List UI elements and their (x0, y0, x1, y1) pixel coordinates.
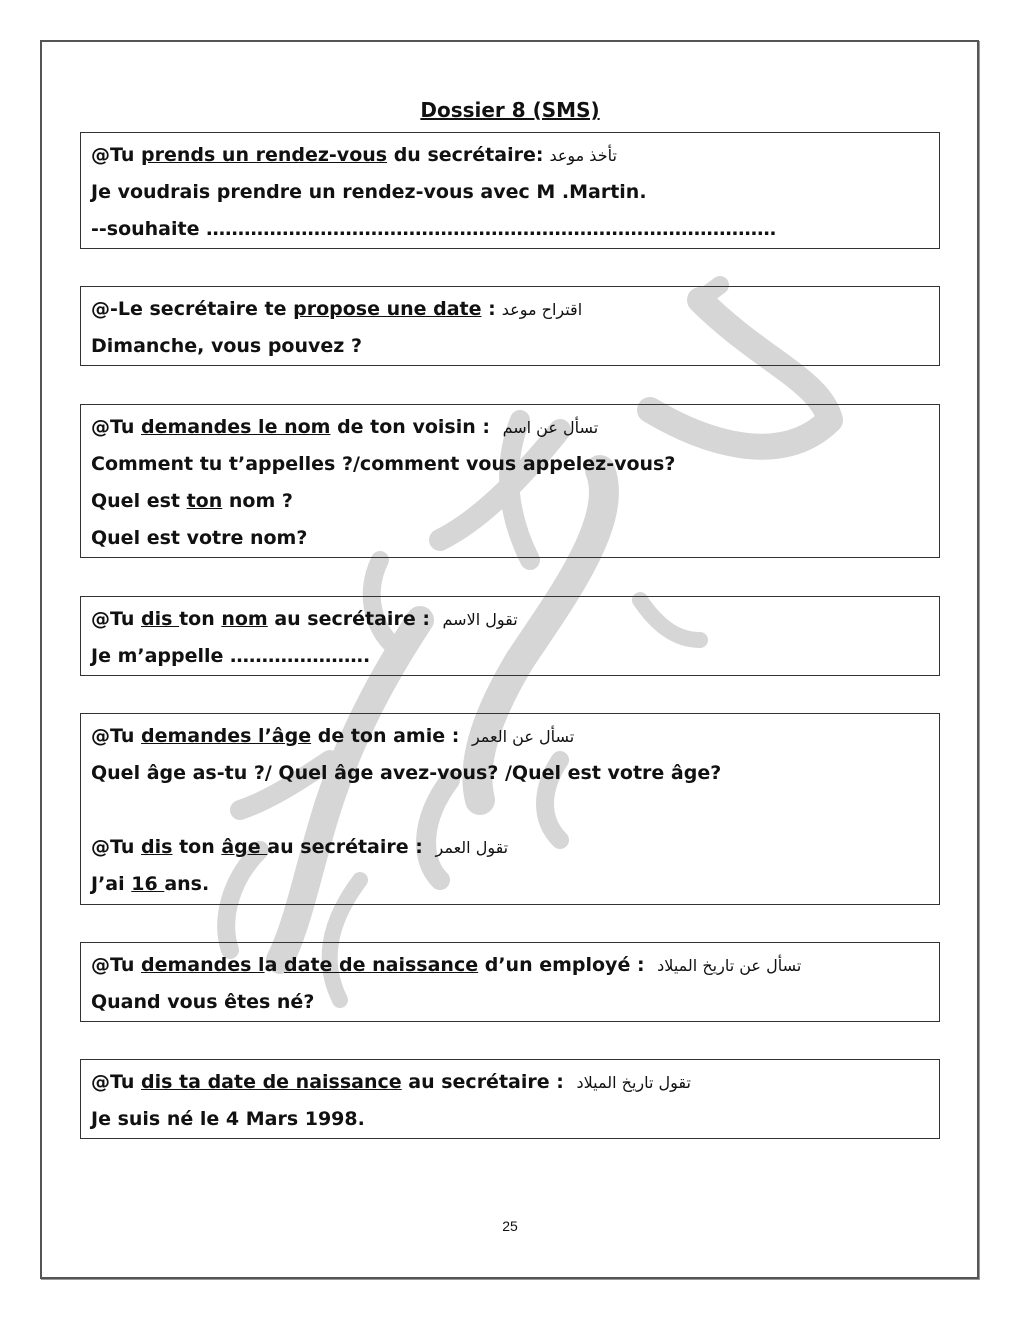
line: J’ai 16 ans. (91, 873, 210, 895)
line: Je m’appelle …………………. (91, 645, 371, 667)
line: @Tu dis ton âge au secrétaire : تقول العمر (91, 836, 509, 858)
section-proposer-date (80, 286, 940, 366)
section-demander-date-naissance (80, 942, 940, 1022)
line: Quand vous êtes né? (91, 991, 315, 1013)
line: Comment tu t’appelles ?/comment vous appelez-vous? (91, 453, 676, 475)
line: Je voudrais prendre un rendez-vous avec M .Martin. (91, 181, 647, 203)
line: @Tu dis ta date de naissance au secrétaire : تقول تاريخ الميلاد (91, 1071, 691, 1093)
page-title: Dossier 8 (SMS) (420, 98, 600, 122)
line: @Tu demandes le nom de ton voisin : تسأل عن اسم (91, 416, 599, 438)
line: Quel âge as-tu ?/ Quel âge avez-vous? /Quel est votre âge? (91, 762, 722, 784)
line: Quel est votre nom? (91, 527, 308, 549)
section-dire-nom (80, 596, 940, 676)
line: Dimanche, vous pouvez ? (91, 335, 362, 357)
line: @Tu demandes l’âge de ton amie : تسأل عن العمر (91, 725, 575, 747)
line: @Tu dis ton nom au secrétaire : تقول الاسم (91, 608, 518, 630)
line: Quel est ton nom ? (91, 490, 293, 512)
line: @Tu demandes la date de naissance d’un employé : تسأل عن تاريخ الميلاد (91, 954, 802, 976)
line: @-Le secrétaire te propose une date : اقتراح موعد (91, 298, 583, 320)
line: Je suis né le 4 Mars 1998. (91, 1108, 365, 1130)
section-prendre-rendez-vous (80, 132, 940, 249)
section-demander-nom (80, 404, 940, 558)
section-age (80, 713, 940, 905)
line: @Tu prends un rendez-vous du secrétaire: تأخذ موعد (91, 144, 617, 166)
page-number: 25 (502, 1218, 518, 1234)
blank-line (91, 792, 929, 829)
line: --souhaite ……………………………………………………………………………… (91, 218, 777, 240)
section-dire-date-naissance (80, 1059, 940, 1139)
